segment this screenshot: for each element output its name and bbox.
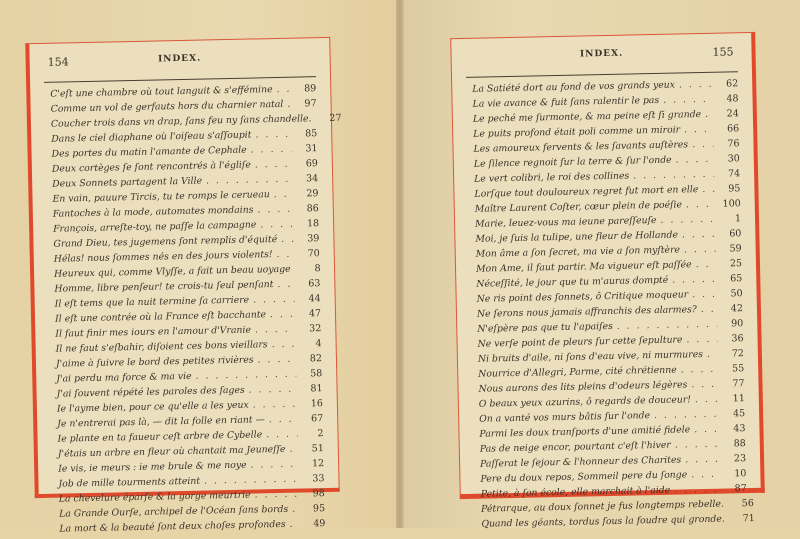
- entry-first-line: Il eſt tems que la nuit termine ſa carriere: [55, 295, 250, 310]
- leader-dots: [705, 109, 713, 120]
- leader-dots: [672, 274, 716, 286]
- leader-dots: [675, 439, 720, 451]
- entry-page-number: 31: [295, 143, 317, 154]
- entry-page-number: 43: [723, 423, 745, 434]
- entry-first-line: Job de mille tourments atteint: [58, 476, 200, 490]
- entry-page-number: 70: [298, 248, 320, 259]
- entry-page-number: 88: [724, 438, 746, 449]
- entry-first-line: Marie, leuez-vous ma ieune pareſſeuſe: [475, 215, 657, 230]
- leader-dots: [684, 124, 713, 136]
- entry-page-number: 4: [300, 338, 322, 349]
- entry-page-number: 97: [294, 98, 316, 109]
- entry-page-number: 85: [295, 128, 317, 139]
- entry-first-line: Pere du doux repos, Sommeil pere du ſonge: [480, 469, 687, 484]
- entry-page-number: 98: [303, 488, 325, 499]
- entry-page-number: 48: [716, 93, 738, 104]
- entry-first-line: Mon âme a ſon ſecret, ma vie a ſon myſtère: [476, 244, 680, 259]
- leader-dots: [255, 489, 299, 501]
- entry-first-line: Dans le ciel diaphane où l'oiſeau s'aſſoupit: [51, 130, 251, 145]
- leader-dots: [253, 399, 297, 411]
- entry-first-line: Heureux qui, comme Vlyſſe, a fait un beau uoyage: [54, 264, 291, 280]
- entry-first-line: La Satiété dort au fond de vos grands yeux: [472, 80, 675, 95]
- entry-first-line: Comme un vol de gerfauts hors du charnier natal: [51, 99, 284, 115]
- entry-first-line: Grand Dieu, tes jugemens ſont remplis d'équité: [53, 234, 277, 250]
- entry-page-number: 58: [300, 368, 322, 379]
- entry-page-number: 44: [299, 293, 321, 304]
- leader-dots: [251, 144, 292, 156]
- entry-first-line: Quand les géants, tordus ſous la foudre qui gronde.: [481, 514, 725, 530]
- entry-page-number: 50: [721, 288, 743, 299]
- entry-page-number: 59: [720, 243, 742, 254]
- entry-page-number: 34: [296, 173, 318, 184]
- leader-dots: [255, 324, 296, 336]
- entry-page-number: 69: [296, 158, 318, 169]
- entry-first-line: C'eſt une chambre où tout languit & s'effémine: [50, 84, 272, 100]
- entry-page-number: 76: [717, 138, 739, 149]
- entry-page-number: 49: [303, 518, 325, 529]
- leader-dots: [269, 414, 298, 426]
- entry-first-line: Il eſt une contrée où la France eſt bacchante: [55, 309, 266, 324]
- leader-dots: [270, 309, 295, 321]
- right-index-list: [472, 78, 747, 533]
- entry-page-number: 55: [722, 363, 744, 374]
- entry-first-line: Ne verſe point de pleurs ſur cette ſepulture: [478, 334, 683, 349]
- leader-dots: [654, 409, 719, 421]
- entry-first-line: O beaux yeux azurins, ô regards de douceur!: [479, 394, 691, 409]
- entry-page-number: 81: [300, 383, 322, 394]
- entry-first-line: J'ai perdu ma force & ma vie: [56, 371, 191, 385]
- entry-page-number: 12: [302, 458, 324, 469]
- entry-page-number: 33: [302, 473, 324, 484]
- left-index-frame: [25, 37, 339, 498]
- book-gutter: [396, 0, 404, 528]
- entry-first-line: Deux Sonnets partagent la Ville: [52, 176, 202, 190]
- entry-page-number: 63: [298, 278, 320, 289]
- entry-first-line: Le ſilence regnoit ſur la terre & ſur l'onde: [474, 155, 672, 170]
- leader-dots: [274, 189, 293, 200]
- leader-dots: [692, 289, 717, 301]
- entry-first-line: Le peché me ſurmonte, & ma peine eſt ſi grande: [473, 109, 701, 125]
- right-page-number: 155: [712, 45, 733, 58]
- entry-page-number: 51: [302, 443, 324, 454]
- entry-page-number: 45: [723, 408, 745, 419]
- entry-first-line: Mon Ame, il faut partir. Ma vigueur eſt paſſée: [476, 259, 692, 275]
- leader-dots: [681, 364, 719, 376]
- entry-first-line: Ne ris point des ſonnets, ô Critique moqueur: [477, 289, 689, 304]
- entry-first-line: On a vanté vos murs bâtis ſur l'onde: [479, 410, 650, 425]
- entry-page-number: 72: [722, 348, 744, 359]
- entry-page-number: 65: [720, 273, 742, 284]
- entry-first-line: Pétrarque, au doux ſonnet je fus longtemps rebelle.: [481, 499, 724, 515]
- right-page-header: [469, 45, 733, 77]
- entry-first-line: Lorſque tout douloureux regret fut mort en elle: [474, 184, 698, 200]
- entry-first-line: Nourrice d'Allegri, Parme, cité chrétienne: [478, 365, 677, 380]
- entry-first-line: Maître Laurent Coſter, cœur plein de poéſie: [475, 199, 682, 214]
- entry-first-line: Ne ſerons nous jamais affranchis des alarmes?: [477, 304, 697, 320]
- leader-dots: [195, 369, 296, 382]
- entry-page-number: 95: [303, 503, 325, 514]
- leader-dots: [260, 219, 293, 231]
- entry-first-line: Ie vis, ie meurs : ie me brule & me noye: [58, 460, 247, 475]
- entry-page-number: 86: [297, 203, 319, 214]
- entry-first-line: Néceſſité, le jour que tu m'auras dompté: [476, 275, 668, 290]
- entry-first-line: Les amoureux fervents & les ſavants auſtères: [473, 139, 688, 154]
- leader-dots: [257, 354, 296, 366]
- entry-first-line: Le puits profond était poli comme un miroir: [473, 124, 680, 139]
- entry-page-number: 8: [298, 263, 320, 274]
- leader-dots: [281, 234, 294, 245]
- left-page-number: 154: [48, 55, 69, 68]
- entry-page-number: 10: [724, 468, 746, 479]
- entry-first-line: Fantoches à la mode, automates mondains: [53, 205, 254, 220]
- entry-page-number: 67: [301, 413, 323, 424]
- leader-dots: [249, 384, 297, 396]
- leader-dots: [206, 174, 292, 187]
- entry-page-number: 11: [723, 393, 745, 404]
- leader-dots: [686, 334, 717, 346]
- leader-dots: [692, 139, 714, 150]
- leader-dots: [676, 154, 714, 166]
- leader-dots: [276, 84, 290, 95]
- entry-page-number: 47: [299, 308, 321, 319]
- leader-dots: [257, 204, 293, 216]
- leader-dots: [682, 229, 716, 241]
- entry-first-line: Nous aurons des lits pleins d'odeurs légères: [478, 379, 687, 394]
- leader-dots: [289, 444, 298, 455]
- entry-first-line: Moi, je ſuis la tulipe, une fleur de Hollande: [475, 230, 678, 245]
- entry-page-number: 18: [297, 218, 319, 229]
- right-index-frame: [450, 32, 765, 499]
- entry-page-number: 89: [294, 83, 316, 94]
- leader-dots: [707, 349, 718, 360]
- entry-first-line: En vain, pauure Tircis, tu te romps le cerueau: [52, 189, 269, 205]
- entry-first-line: Coucher trois dans vn drap, ſans feu ny ſans chandelle.: [51, 113, 312, 129]
- leader-dots: [289, 519, 299, 530]
- entry-page-number: 82: [300, 353, 322, 364]
- leader-dots: [694, 424, 720, 436]
- entry-page-number: 77: [722, 378, 744, 389]
- entry-first-line: J'aime à ſuivre le bord des petites rivières: [56, 355, 254, 370]
- leader-dots: [660, 214, 715, 226]
- entry-page-number: 62: [716, 78, 738, 89]
- leader-dots: [679, 79, 713, 91]
- entry-first-line: Pas de neige encor, pourtant c'eſt l'hiver: [480, 440, 671, 455]
- entry-page-number: 27: [319, 113, 341, 124]
- entry-page-number: 36: [721, 333, 743, 344]
- entry-page-number: 1: [719, 213, 741, 224]
- entry-first-line: Petite, à ſon école, elle marchait à l'aide: [481, 485, 671, 500]
- entry-first-line: Le vert colibri, le roi des collines: [474, 171, 629, 185]
- entry-first-line: N'eſpère pas que tu l'apaiſes: [477, 321, 613, 335]
- leader-dots: [691, 469, 720, 481]
- entry-first-line: Deux cortèges ſe ſont rencontrés à l'égliſe: [52, 160, 251, 175]
- leader-dots: [255, 159, 292, 171]
- entry-first-line: Ie l'ayme bien, pour ce qu'elle a les yeux: [57, 400, 249, 415]
- entry-page-number: 74: [718, 168, 740, 179]
- leader-dots: [686, 199, 715, 211]
- entry-page-number: 87: [725, 483, 747, 494]
- entry-page-number: 56: [732, 498, 754, 509]
- leader-dots: [292, 504, 299, 515]
- entry-page-number: 23: [724, 453, 746, 464]
- entry-first-line: La mort & la beauté ſont deux choſes profondes: [59, 519, 285, 535]
- entry-page-number: 24: [717, 108, 739, 119]
- entry-first-line: Parmi les doux tranſports d'une amitié fidele: [479, 424, 690, 439]
- entry-page-number: 42: [721, 303, 743, 314]
- leader-dots: [204, 474, 299, 487]
- right-page-title: INDEX.: [469, 46, 733, 62]
- entry-first-line: Je n'entrerai pas là, — dit la folle en riant —: [57, 414, 265, 429]
- entry-first-line: Il ne faut s'eſbahir, diſoient ces bons vieillars: [56, 339, 268, 354]
- left-index-list: [50, 83, 325, 538]
- leader-dots: [695, 394, 719, 405]
- entry-first-line: Hélas! nous ſommes nés en des jours violents!: [54, 249, 273, 265]
- leader-dots: [253, 294, 295, 306]
- leader-dots: [691, 379, 718, 391]
- entry-first-line: Paſſerat le ſejour & l'honneur des Charites: [480, 454, 681, 469]
- entry-page-number: 71: [733, 513, 755, 524]
- entry-page-number: 66: [717, 123, 739, 134]
- entry-page-number: 2: [301, 428, 323, 439]
- entry-page-number: 39: [297, 233, 319, 244]
- leader-dots: [272, 339, 296, 351]
- entry-first-line: Il faut finir mes iours en l'amour d'Vranie: [55, 325, 251, 340]
- entry-first-line: J'ai ſouvent répété les paroles des ſages: [57, 385, 245, 400]
- entry-first-line: La Grande Ourſe, archipel de l'Océan ſans bords: [59, 504, 288, 520]
- leader-dots: [633, 169, 714, 182]
- entry-page-number: 60: [719, 228, 741, 239]
- entry-first-line: J'étais un arbre en fleur où chantait ma Jeuneſſe: [58, 444, 286, 460]
- leader-dots: [701, 304, 717, 315]
- entry-page-number: 29: [296, 188, 318, 199]
- entry-page-number: 95: [718, 183, 740, 194]
- left-page-header: [48, 50, 312, 82]
- left-page-title: INDEX.: [48, 51, 312, 67]
- entry-page-number: 16: [301, 398, 323, 409]
- leader-dots: [617, 319, 718, 332]
- entry-first-line: Des portes du matin l'amante de Cephale: [51, 145, 246, 160]
- leader-dots: [266, 429, 298, 441]
- leader-dots: [276, 249, 293, 260]
- leader-dots: [250, 459, 298, 471]
- entry-page-number: 25: [720, 258, 742, 269]
- entry-page-number: 90: [721, 318, 743, 329]
- entry-first-line: La vie avance & fuit ſans ralentir le pas: [472, 95, 659, 110]
- entry-first-line: Ni bruits d'aile, ni ſons d'eau vive, ni murmures: [478, 349, 703, 365]
- leader-dots: [277, 279, 294, 290]
- leader-dots: [685, 454, 720, 466]
- leader-dots: [287, 99, 290, 110]
- leader-dots: [674, 484, 721, 496]
- entry-page-number: 30: [718, 153, 740, 164]
- entry-first-line: La chevelure éparſe & la gorge meurtrie: [59, 490, 251, 505]
- leader-dots: [684, 244, 716, 256]
- leader-dots: [663, 94, 713, 106]
- entry-page-number: 32: [299, 323, 321, 334]
- leader-dots: [696, 259, 717, 270]
- entry-page-number: 100: [719, 198, 741, 209]
- leader-dots: [702, 184, 714, 195]
- entry-first-line: Homme, libre penſeur! te crois-tu ſeul penſant: [54, 279, 273, 295]
- entry-first-line: François, arreſte-toy, ne paſſe la campagne: [53, 219, 256, 234]
- entry-first-line: Ie plante en ta faueur ceſt arbre de Cybelle: [57, 429, 262, 444]
- leader-dots: [255, 129, 291, 141]
